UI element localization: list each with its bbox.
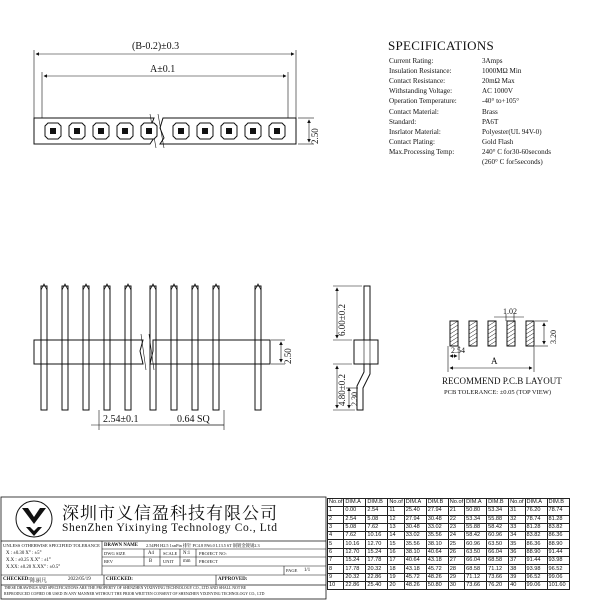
dim-table-cell: 35.56 xyxy=(426,532,448,540)
dim-table-header-cell: No.of xyxy=(389,499,403,506)
tolerance-line: X.X : ±0.25 X.X° : ±1° xyxy=(6,558,51,563)
dim-table-header-cell: DIM.B xyxy=(547,499,569,507)
rev-value: B xyxy=(149,559,153,564)
dim-table-cell: 26 xyxy=(448,548,464,556)
dim-table-cell: 17 xyxy=(388,557,404,565)
spec-value: (260° C for5seconds) xyxy=(482,158,543,166)
dim-table-header-cell: No.of xyxy=(329,499,343,506)
spec-row xyxy=(389,108,498,117)
dim-table-header-cell: No.of xyxy=(449,499,464,506)
dim-table-cell: 101.60 xyxy=(547,581,569,589)
dim-table-cell: 76.20 xyxy=(487,581,509,589)
top-pin-core xyxy=(202,128,208,134)
dim-table-cell: 20.32 xyxy=(344,573,366,581)
dim-table-cell: 83.82 xyxy=(547,523,569,531)
dim-table-cell: 63.50 xyxy=(487,540,509,548)
spec-label: Withstanding Voltage: xyxy=(389,87,453,96)
front-dim-pitch: 2.54±0.1 xyxy=(103,414,139,425)
dim-table-cell: 40.64 xyxy=(404,557,426,565)
dim-table-cell: 73.66 xyxy=(487,573,509,581)
spec-row xyxy=(389,158,543,167)
notice-line: REPRODUCED COPIED OR USED IN ANY MANNER WITHOUT THE PRIOR WRITTEN CONSENT OF SHENZHEN YIXINYING TECHNOLOGY CO., LTD xyxy=(4,592,265,596)
dim-table-cell: 1 xyxy=(328,507,344,515)
dim-table-cell: 78.74 xyxy=(525,515,547,523)
top-pin-core xyxy=(226,128,232,134)
dim-table-cell: 88.90 xyxy=(525,548,547,556)
pcb-hole-hatch xyxy=(488,333,496,338)
top-pin-core xyxy=(98,128,104,134)
dim-table-cell: 68.58 xyxy=(465,565,487,573)
dim-table-cell: 48.26 xyxy=(426,573,448,581)
dim-table-cell: 66.04 xyxy=(487,548,509,556)
top-pin-core xyxy=(74,128,80,134)
front-pin xyxy=(83,286,89,410)
page-label: PAGE xyxy=(286,568,298,573)
spec-row xyxy=(389,57,503,66)
top-view xyxy=(34,41,320,148)
top-dim-a: A±0.1 xyxy=(150,64,176,75)
dim-table-header-cell: No.of xyxy=(510,499,524,506)
dim-table-cell: 34 xyxy=(509,532,525,540)
dim-table-cell: 10.16 xyxy=(366,532,388,540)
dim-table-header xyxy=(328,499,570,507)
dim-table-cell: 53.34 xyxy=(487,507,509,515)
checked-label: CHECKED: xyxy=(3,577,30,582)
dim-table-cell: 10 xyxy=(328,581,344,589)
front-pin-tip xyxy=(125,284,131,290)
drawn-name-label: DRAWN NAME xyxy=(104,543,138,548)
spec-row xyxy=(389,87,513,96)
dim-table-cell: 38.10 xyxy=(404,548,426,556)
pcb-dim-height: 3.20 xyxy=(549,330,558,344)
top-pin-core xyxy=(274,128,280,134)
pcb-hole-hatch xyxy=(507,329,515,334)
dim-table-cell: 30.48 xyxy=(404,523,426,531)
dim-table-cell: 50.80 xyxy=(426,581,448,589)
spec-value: Brass xyxy=(482,107,498,116)
dim-table-cell: 40 xyxy=(509,581,525,589)
dim-table-cell: 5 xyxy=(328,540,344,548)
dim-table-cell: 30.48 xyxy=(426,515,448,523)
side-dim-bottom: 4.80±0.2 xyxy=(337,374,347,406)
dim-table-cell: 9 xyxy=(328,573,344,581)
dim-table-cell: 12.70 xyxy=(344,548,366,556)
dim-table-cell: 81.28 xyxy=(525,523,547,531)
pcb-hole-hatch xyxy=(469,329,477,334)
dim-table-cell: 6 xyxy=(328,548,344,556)
dim-table-cell: 63.50 xyxy=(465,548,487,556)
spec-row xyxy=(389,148,551,157)
side-dim-bend: 2.30 xyxy=(350,392,359,406)
spec-value: Gold Flash xyxy=(482,137,514,146)
dim-table-cell: 11 xyxy=(388,507,404,515)
dim-table-cell: 0.00 xyxy=(344,507,366,515)
dim-table-row xyxy=(328,532,570,540)
rev-label: REV xyxy=(104,559,113,564)
dim-table-cell: 17.78 xyxy=(344,565,366,573)
dim-table-cell: 19 xyxy=(388,573,404,581)
top-dim-overall: (B-0.2)±0.3 xyxy=(132,41,180,52)
scale-label: SCALE xyxy=(163,551,178,556)
top-pin-core xyxy=(178,128,184,134)
dim-table-cell: 93.98 xyxy=(547,557,569,565)
side-view xyxy=(333,286,378,410)
dim-table-cell: 38.10 xyxy=(426,540,448,548)
front-pin-tip xyxy=(41,284,47,290)
drawn-name-value: 2.54PH H2.5 1xnPin 排针 PC4.8 PA6.0 L13.5 6T 铜镀金镀锡2.3 xyxy=(146,543,260,548)
dim-table-cell: 5.08 xyxy=(366,515,388,523)
pcb-hole-hatch xyxy=(450,325,458,330)
dim-table-cell: 29 xyxy=(448,573,464,581)
dim-table-cell: 8 xyxy=(328,565,344,573)
dim-table-cell: 45.72 xyxy=(426,565,448,573)
pcb-hole-hatch xyxy=(507,333,515,338)
dim-table-cell: 13 xyxy=(388,523,404,531)
front-pin-tip xyxy=(255,284,261,290)
front-pin xyxy=(192,286,198,410)
dim-table-cell: 86.36 xyxy=(525,540,547,548)
pcb-hole-hatch xyxy=(507,325,515,330)
dim-table-cell: 20.32 xyxy=(366,565,388,573)
notice-line: THESE DRAWINGS AND SPECIFICATIONS ARE THE PROPERTY OF SHENZHEN YIXINYING TECHNOLOGY CO., LTD AND SHALL NOT BE xyxy=(4,586,247,590)
front-pin-tip xyxy=(192,284,198,290)
project-no-label: PROJECT NO: xyxy=(199,551,227,556)
pcb-hole-hatch xyxy=(526,341,534,346)
dim-table-cell: 93.98 xyxy=(525,565,547,573)
dim-table-cell: 43.18 xyxy=(404,565,426,573)
dim-table-row xyxy=(328,573,570,581)
dim-table-cell: 60.96 xyxy=(487,532,509,540)
specifications-title: SPECIFICATIONS xyxy=(388,38,495,53)
spec-label: Insrlator Material: xyxy=(389,127,441,136)
pcb-hole-hatch xyxy=(469,325,477,330)
spec-row xyxy=(389,67,521,76)
dim-table-header-cell: DIM.B xyxy=(426,499,448,507)
spec-label: Operation Temperature: xyxy=(389,97,457,106)
dwg-size-value: A4 xyxy=(148,551,154,556)
dim-table-cell: 66.04 xyxy=(465,557,487,565)
dim-table-cell: 10.16 xyxy=(344,540,366,548)
dim-table-cell: 39 xyxy=(509,573,525,581)
front-pin-tip xyxy=(104,284,110,290)
checked-label-2: CHECKED: xyxy=(106,577,133,582)
dim-table-cell: 37 xyxy=(509,557,525,565)
spec-label: Max.Processing Temp: xyxy=(389,147,455,156)
dim-table-cell: 33.02 xyxy=(426,523,448,531)
dim-table-cell: 58.42 xyxy=(465,532,487,540)
scale-value: N:1 xyxy=(183,551,191,556)
dim-table-header-cell: DIM.A xyxy=(344,499,366,507)
pcb-hole-hatch xyxy=(507,341,515,346)
dim-table-row xyxy=(328,515,570,523)
dim-table-cell: 83.82 xyxy=(525,532,547,540)
dim-table-cell: 33.02 xyxy=(404,532,426,540)
front-pin-tip xyxy=(62,284,68,290)
front-pin xyxy=(41,286,47,410)
front-pin-tip xyxy=(83,284,89,290)
dim-table-cell: 88.90 xyxy=(547,540,569,548)
dim-table-cell: 22.86 xyxy=(344,581,366,589)
page-value: 1/1 xyxy=(304,568,311,573)
pcb-dim-pitch: 2.54 xyxy=(451,346,465,355)
pcb-hole-hatch xyxy=(488,325,496,330)
dim-table-cell: 43.18 xyxy=(426,557,448,565)
dim-table-cell: 7 xyxy=(328,557,344,565)
dim-table-cell: 4 xyxy=(328,532,344,540)
dim-table-cell: 91.44 xyxy=(547,548,569,556)
pcb-layout-title: RECOMMEND P.C.B LAYOUT xyxy=(442,376,562,386)
dim-table-cell: 71.12 xyxy=(465,573,487,581)
dim-table-header-cell: DIM.A xyxy=(465,499,487,507)
dim-table-cell: 48.26 xyxy=(404,581,426,589)
dwg-size-label: DWG SIZE xyxy=(104,551,126,556)
dim-table-cell: 7.62 xyxy=(366,523,388,531)
dim-table-cell: 35.56 xyxy=(404,540,426,548)
dim-table-row xyxy=(328,548,570,556)
dim-table-cell: 22 xyxy=(448,515,464,523)
spec-row xyxy=(389,138,513,147)
tolerance-line: X.XX: ±0.20 X.XX° : ±0.5° xyxy=(6,565,61,570)
pcb-hole-hatch xyxy=(450,333,458,338)
spec-value: PA6T xyxy=(482,117,499,126)
dim-table-cell: 15.24 xyxy=(344,557,366,565)
pcb-hole-hatch xyxy=(450,329,458,334)
approved-label: APPROVED: xyxy=(218,577,248,582)
dim-table-cell: 96.52 xyxy=(547,565,569,573)
front-pin xyxy=(171,286,177,410)
pcb-hole-hatch xyxy=(507,321,515,326)
dim-table-cell: 71.12 xyxy=(487,565,509,573)
dim-table-cell: 2.54 xyxy=(344,515,366,523)
dim-table-cell: 86.36 xyxy=(547,532,569,540)
spec-value: 240° C for30-60seconds xyxy=(482,147,552,156)
dim-table-cell: 5.08 xyxy=(344,523,366,531)
dim-table-cell: 12.70 xyxy=(366,540,388,548)
pcb-hole-hatch xyxy=(526,333,534,338)
dim-table-row xyxy=(328,523,570,531)
spec-value: 3Amps xyxy=(482,57,503,65)
dim-table-cell: 25.40 xyxy=(404,507,426,515)
unit-label: UNIT xyxy=(163,559,174,564)
pcb-hole-hatch xyxy=(507,337,515,342)
pcb-tolerance: PCB TOLERANCE: ±0.05 (TOP VIEW) xyxy=(444,389,552,396)
spec-label: Contact Plating: xyxy=(389,137,435,146)
front-pin xyxy=(62,286,68,410)
dim-table-cell: 36 xyxy=(509,548,525,556)
top-dim-height: 2.50 xyxy=(310,128,320,144)
dim-table-cell: 27 xyxy=(448,557,464,565)
front-view xyxy=(34,284,293,430)
dim-table-cell: 32 xyxy=(509,515,525,523)
front-pin-tip xyxy=(213,284,219,290)
dim-table-cell: 27.94 xyxy=(426,507,448,515)
dim-table-cell: 68.58 xyxy=(487,557,509,565)
pcb-hole-hatch xyxy=(526,329,534,334)
dim-table-cell: 25 xyxy=(448,540,464,548)
dim-table-cell: 31 xyxy=(509,507,525,515)
front-dim-body: 2.50 xyxy=(283,348,293,364)
dim-table-cell: 25.40 xyxy=(366,581,388,589)
dim-table-cell: 15 xyxy=(388,540,404,548)
dim-table-cell: 22.86 xyxy=(366,573,388,581)
dim-table-cell: 15.24 xyxy=(366,548,388,556)
pcb-hole-hatch xyxy=(526,337,534,342)
front-pin xyxy=(255,286,261,410)
dim-table-row xyxy=(328,565,570,573)
spec-value: 20mΩ Max xyxy=(482,77,515,86)
dim-table-cell: 3 xyxy=(328,523,344,531)
spec-value: -40° to+105° xyxy=(482,97,520,106)
dim-table-header-cell: DIM.B xyxy=(487,499,509,507)
company-name-cn: 深圳市义信盈科技有限公司 xyxy=(62,504,278,523)
pcb-hole-hatch xyxy=(450,337,458,342)
front-pin-tip xyxy=(171,284,177,290)
dim-table-row xyxy=(328,507,570,515)
front-pin-tip xyxy=(150,284,156,290)
dim-table-cell: 50.80 xyxy=(465,507,487,515)
dim-table-cell: 40.64 xyxy=(426,548,448,556)
dim-table-cell: 78.74 xyxy=(547,507,569,515)
pcb-hole-hatch xyxy=(488,337,496,342)
spec-value: Polyester(UL 94V-0) xyxy=(482,127,542,136)
dim-table-cell: 27.94 xyxy=(404,515,426,523)
pcb-hole-hatch xyxy=(488,321,496,326)
spec-label: Standard: xyxy=(389,117,417,126)
pcb-hole-hatch xyxy=(488,329,496,334)
dim-table-cell: 24 xyxy=(448,532,464,540)
dim-table-cell: 21 xyxy=(448,507,464,515)
checked-date: 2022/05/19 xyxy=(68,577,91,582)
dim-table-cell: 33 xyxy=(509,523,525,531)
unit-value: mm xyxy=(183,559,191,564)
dim-table-cell: 17.78 xyxy=(366,557,388,565)
project-label: PROJECT xyxy=(199,559,219,564)
spec-value: 1000MΩ Min xyxy=(482,67,522,76)
dimension-table xyxy=(327,498,570,590)
dim-table-cell: 91.44 xyxy=(525,557,547,565)
dim-table-cell: 23 xyxy=(448,523,464,531)
dim-table-cell: 38 xyxy=(509,565,525,573)
dim-table-cell: 60.96 xyxy=(465,540,487,548)
company-logo xyxy=(16,501,52,537)
pcb-hole-hatch xyxy=(469,321,477,326)
dim-table-cell: 58.42 xyxy=(487,523,509,531)
dim-table-row xyxy=(328,581,570,589)
dim-table-cell: 73.66 xyxy=(465,581,487,589)
top-pin-core xyxy=(146,128,152,134)
top-pin-core xyxy=(122,128,128,134)
pcb-hole-hatch xyxy=(450,321,458,326)
top-pin-core xyxy=(50,128,56,134)
dim-table-header-cell: DIM.B xyxy=(366,499,388,507)
spec-label: Current Rating: xyxy=(389,57,434,65)
dim-table-cell: 30 xyxy=(448,581,464,589)
dim-table-cell: 45.72 xyxy=(404,573,426,581)
tolerance-heading: UNLESS OTHERWISE SPECIFIED TOLERANCE xyxy=(3,543,100,548)
dim-table-cell: 55.88 xyxy=(487,515,509,523)
dim-table-cell: 99.06 xyxy=(525,581,547,589)
dim-table-header-cell: DIM.A xyxy=(404,499,426,507)
pcb-hole-hatch xyxy=(469,333,477,338)
dim-table-cell: 7.62 xyxy=(344,532,366,540)
dim-table-cell: 53.34 xyxy=(465,515,487,523)
spec-row xyxy=(389,97,519,106)
tolerance-line: X : ±0.30 X° : ±5° xyxy=(6,551,42,556)
dim-table-header-cell: DIM.A xyxy=(525,499,547,507)
front-pin xyxy=(104,286,110,410)
spec-value: AC 1000V xyxy=(482,87,513,96)
dim-table-cell: 76.20 xyxy=(525,507,547,515)
dim-table-cell: 28 xyxy=(448,565,464,573)
front-pin xyxy=(213,286,219,410)
dim-table-cell: 20 xyxy=(388,581,404,589)
pcb-dim-a: A xyxy=(491,356,498,366)
dim-table-cell: 2.54 xyxy=(366,507,388,515)
pcb-hole-hatch xyxy=(469,341,477,346)
top-pin-core xyxy=(250,128,256,134)
spec-label: Contact Resistance: xyxy=(389,77,446,86)
dim-table-row xyxy=(328,540,570,548)
spec-label: Contact Material: xyxy=(389,107,439,116)
checked-value: 陈丽凡 xyxy=(30,578,47,584)
spec-row xyxy=(389,128,542,137)
dim-table-cell: 99.06 xyxy=(547,573,569,581)
pcb-hole-hatch xyxy=(526,321,534,326)
dim-table-cell: 55.88 xyxy=(465,523,487,531)
dim-table-cell: 35 xyxy=(509,540,525,548)
pcb-dim-hole: 1.02 xyxy=(503,307,517,316)
dim-table-cell: 96.52 xyxy=(525,573,547,581)
side-dim-top: 6.00±0.2 xyxy=(337,304,347,336)
pcb-hole-hatch xyxy=(488,341,496,346)
company-name-en: ShenZhen Yixinying Technology Co., Ltd xyxy=(62,522,278,534)
dim-table-cell: 12 xyxy=(388,515,404,523)
spec-row xyxy=(389,118,498,127)
pcb-hole-hatch xyxy=(526,325,534,330)
pcb-hole-hatch xyxy=(469,337,477,342)
spec-label: Insulation Resistance: xyxy=(389,67,452,76)
pcb-layout xyxy=(442,307,562,396)
dim-table-cell: 18 xyxy=(388,565,404,573)
front-dim-sq: 0.64 SQ xyxy=(177,414,210,425)
dim-table-cell: 16 xyxy=(388,548,404,556)
front-pin xyxy=(125,286,131,410)
dim-table-cell: 2 xyxy=(328,515,344,523)
spec-row xyxy=(389,77,515,86)
dim-table-cell: 81.28 xyxy=(547,515,569,523)
dim-table-row xyxy=(328,557,570,565)
dim-table-cell: 14 xyxy=(388,532,404,540)
